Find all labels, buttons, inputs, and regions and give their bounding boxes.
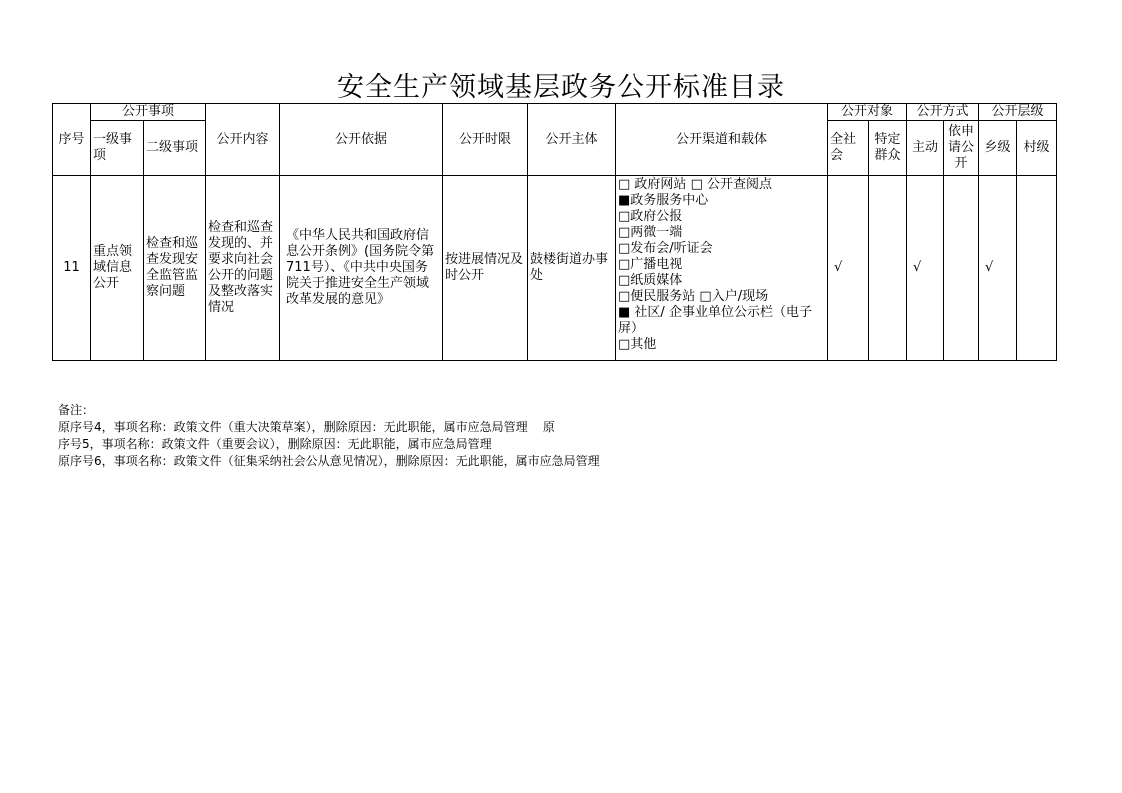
channel-item: □发布会/听证会 — [618, 241, 713, 256]
channel-item: □政府公报 — [618, 209, 683, 224]
header-basis: 公开依据 — [280, 104, 443, 176]
note-line: 原序号4，事项名称：政策文件（重大决策草案），删除原因：无此职能，属市应急局管理 原 — [58, 420, 555, 434]
header-method-apply: 依申请公开 — [944, 121, 979, 176]
header-method-active: 主动 — [907, 121, 944, 176]
row-level-township: √ — [979, 176, 1017, 361]
header-channel: 公开渠道和载体 — [616, 104, 828, 176]
channel-item: ■ 社区/ 企事业单位公示栏（电子屏） — [618, 305, 812, 336]
row-method-active: √ — [907, 176, 944, 361]
table-row — [53, 176, 1057, 361]
header-object-group: 公开对象 — [828, 104, 907, 121]
row-seq: 11 — [53, 176, 91, 361]
header-subject: 公开主体 — [528, 104, 616, 176]
header-item-group: 公开事项 — [91, 104, 206, 121]
row-level-village — [1017, 176, 1057, 361]
header-method-group: 公开方式 — [907, 104, 979, 121]
catalog-table — [52, 103, 1057, 361]
row-basis: 《中华人民共和国政府信息公开条例》(国务院令第711号）、《中共中央国务院关于推进安全生产领域改革发展的意见》 — [280, 176, 443, 361]
row-item-level1: 重点领域信息公开 — [91, 176, 144, 361]
channel-item: □便民服务站 □入户/现场 — [618, 289, 769, 304]
row-object-all: √ — [828, 176, 869, 361]
header-seq: 序号 — [53, 104, 91, 176]
row-object-specific — [869, 176, 907, 361]
row-time-limit: 按进展情况及时公开 — [443, 176, 528, 361]
channel-item: □ 政府网站 □ 公开查阅点 — [618, 177, 772, 192]
row-content: 检查和巡查发现的、并要求向社会公开的问题及整改落实情况 — [206, 176, 280, 361]
header-object-all: 全社会 — [828, 121, 869, 176]
notes-label: 备注： — [58, 403, 95, 417]
header-level-group: 公开层级 — [979, 104, 1057, 121]
header-row-1 — [53, 104, 1057, 121]
header-item-level1: 一级事项 — [91, 121, 144, 176]
channel-item: □广播电视 — [618, 257, 683, 272]
note-line: 序号5，事项名称：政策文件（重要会议），删除原因：无此职能，属市应急局管理 — [58, 437, 492, 451]
header-object-specific: 特定群众 — [869, 121, 907, 176]
channel-item: □纸质媒体 — [618, 273, 683, 288]
row-method-apply — [944, 176, 979, 361]
header-level-village: 村级 — [1017, 121, 1057, 176]
header-level-township: 乡级 — [979, 121, 1017, 176]
channel-item: □其他 — [618, 337, 657, 352]
row-subject: 鼓楼街道办事处 — [528, 176, 616, 361]
note-line: 原序号6，事项名称：政策文件（征集采纳社会公从意见情况），删除原因：无此职能，属市应急局管理 — [58, 454, 600, 468]
header-time-limit: 公开时限 — [443, 104, 528, 176]
notes-section — [58, 402, 600, 470]
row-item-level2: 检查和巡查发现安全监管监察问题 — [144, 176, 206, 361]
row-channels — [616, 176, 828, 361]
channel-item: □两微一端 — [618, 225, 683, 240]
page-title: 安全生产领域基层政务公开标准目录 — [337, 72, 785, 103]
header-content: 公开内容 — [206, 104, 280, 176]
header-item-level2: 二级事项 — [144, 121, 206, 176]
channel-item: ■政务服务中心 — [618, 193, 709, 208]
